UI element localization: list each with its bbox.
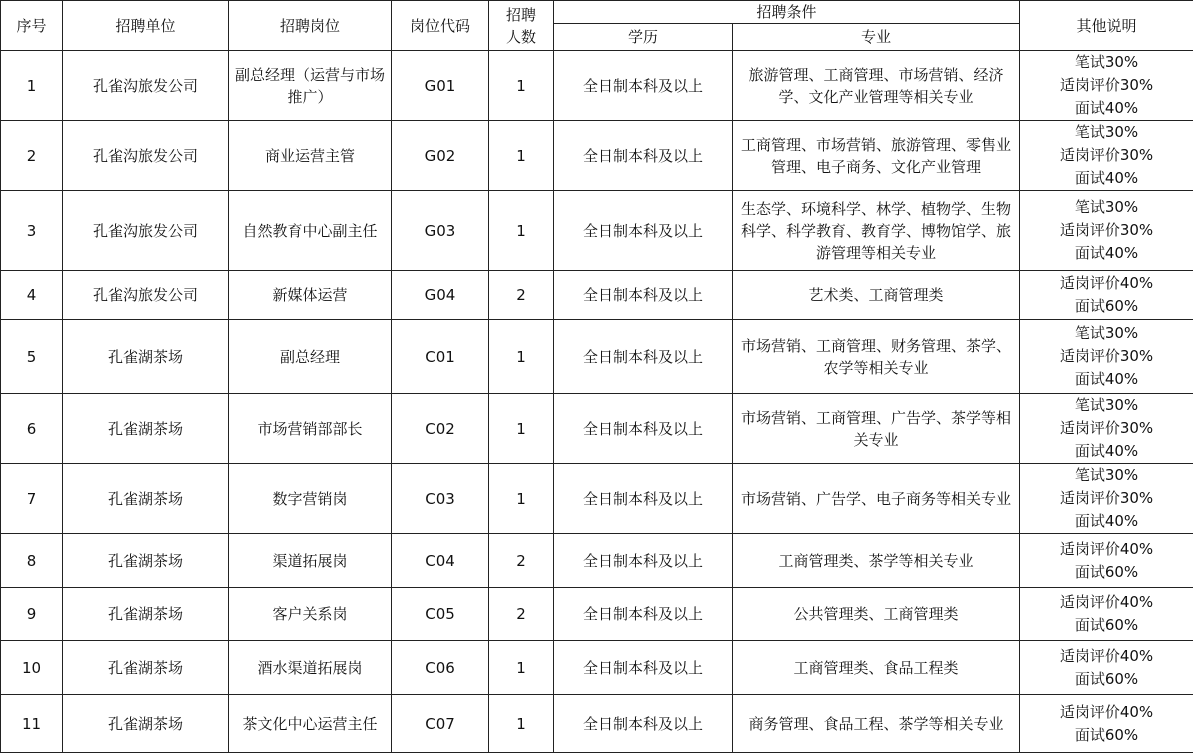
table-row [1, 320, 1193, 394]
cell-notes [1020, 191, 1193, 271]
cell-unit: 孔雀湖茶场 [63, 534, 229, 588]
note-line: 笔试30% [1022, 121, 1191, 144]
note-line: 适岗评价40% [1022, 645, 1191, 668]
cell-seq: 8 [1, 534, 63, 588]
cell-seq: 10 [1, 641, 63, 695]
note-line: 面试60% [1022, 724, 1191, 747]
note-line: 面试40% [1022, 510, 1191, 533]
cell-seq: 1 [1, 51, 63, 121]
table-row [1, 271, 1193, 320]
cell-major: 市场营销、工商管理、广告学、茶学等相关专业 [733, 394, 1020, 464]
cell-major: 艺术类、工商管理类 [733, 271, 1020, 320]
note-line: 笔试30% [1022, 394, 1191, 417]
cell-unit: 孔雀沟旅发公司 [63, 271, 229, 320]
cell-notes [1020, 320, 1193, 394]
header-conditions: 招聘条件 [554, 1, 1020, 24]
note-line: 面试40% [1022, 242, 1191, 265]
cell-unit: 孔雀湖茶场 [63, 394, 229, 464]
cell-unit: 孔雀湖茶场 [63, 695, 229, 753]
cell-code: G02 [392, 121, 489, 191]
cell-position: 新媒体运营 [229, 271, 392, 320]
cell-position: 市场营销部部长 [229, 394, 392, 464]
table-row [1, 588, 1193, 641]
cell-code: G01 [392, 51, 489, 121]
cell-count: 1 [489, 51, 554, 121]
cell-notes [1020, 121, 1193, 191]
note-line: 面试40% [1022, 167, 1191, 190]
cell-education: 全日制本科及以上 [554, 121, 733, 191]
table-row [1, 191, 1193, 271]
cell-position: 副总经理 [229, 320, 392, 394]
cell-count: 1 [489, 191, 554, 271]
cell-code: C07 [392, 695, 489, 753]
note-line: 适岗评价30% [1022, 487, 1191, 510]
cell-seq: 7 [1, 464, 63, 534]
cell-major: 工商管理类、茶学等相关专业 [733, 534, 1020, 588]
cell-major: 工商管理类、食品工程类 [733, 641, 1020, 695]
header-position: 招聘岗位 [229, 1, 392, 51]
cell-count: 1 [489, 464, 554, 534]
header-count: 招聘人数 [489, 1, 554, 51]
cell-count: 2 [489, 534, 554, 588]
cell-education: 全日制本科及以上 [554, 394, 733, 464]
cell-education: 全日制本科及以上 [554, 464, 733, 534]
note-line: 适岗评价40% [1022, 272, 1191, 295]
table-row [1, 464, 1193, 534]
cell-unit: 孔雀湖茶场 [63, 641, 229, 695]
header-notes: 其他说明 [1020, 1, 1193, 51]
cell-unit: 孔雀湖茶场 [63, 464, 229, 534]
note-line: 适岗评价30% [1022, 345, 1191, 368]
cell-unit: 孔雀沟旅发公司 [63, 121, 229, 191]
cell-education: 全日制本科及以上 [554, 271, 733, 320]
cell-count: 1 [489, 641, 554, 695]
cell-major: 商务管理、食品工程、茶学等相关专业 [733, 695, 1020, 753]
cell-major: 市场营销、广告学、电子商务等相关专业 [733, 464, 1020, 534]
cell-notes [1020, 695, 1193, 753]
cell-seq: 5 [1, 320, 63, 394]
cell-position: 渠道拓展岗 [229, 534, 392, 588]
cell-unit: 孔雀沟旅发公司 [63, 51, 229, 121]
cell-count: 1 [489, 394, 554, 464]
table-row [1, 641, 1193, 695]
cell-seq: 11 [1, 695, 63, 753]
table-row [1, 394, 1193, 464]
cell-code: C01 [392, 320, 489, 394]
cell-code: C03 [392, 464, 489, 534]
cell-count: 1 [489, 695, 554, 753]
cell-count: 2 [489, 588, 554, 641]
cell-count: 1 [489, 121, 554, 191]
cell-seq: 3 [1, 191, 63, 271]
note-line: 适岗评价30% [1022, 74, 1191, 97]
table-row [1, 695, 1193, 753]
note-line: 适岗评价40% [1022, 538, 1191, 561]
header-education: 学历 [554, 24, 733, 51]
cell-position: 商业运营主管 [229, 121, 392, 191]
note-line: 面试40% [1022, 97, 1191, 120]
cell-position: 酒水渠道拓展岗 [229, 641, 392, 695]
cell-notes [1020, 51, 1193, 121]
note-line: 笔试30% [1022, 464, 1191, 487]
cell-unit: 孔雀湖茶场 [63, 588, 229, 641]
cell-major: 工商管理、市场营销、旅游管理、零售业管理、电子商务、文化产业管理 [733, 121, 1020, 191]
cell-notes [1020, 588, 1193, 641]
cell-education: 全日制本科及以上 [554, 320, 733, 394]
cell-unit: 孔雀湖茶场 [63, 320, 229, 394]
note-line: 面试60% [1022, 668, 1191, 691]
cell-seq: 4 [1, 271, 63, 320]
cell-position: 副总经理（运营与市场推广） [229, 51, 392, 121]
header-unit: 招聘单位 [63, 1, 229, 51]
note-line: 笔试30% [1022, 51, 1191, 74]
cell-count: 1 [489, 320, 554, 394]
cell-education: 全日制本科及以上 [554, 588, 733, 641]
cell-seq: 2 [1, 121, 63, 191]
cell-unit: 孔雀沟旅发公司 [63, 191, 229, 271]
cell-notes [1020, 464, 1193, 534]
note-line: 适岗评价30% [1022, 144, 1191, 167]
note-line: 面试40% [1022, 368, 1191, 391]
cell-notes [1020, 394, 1193, 464]
note-line: 适岗评价40% [1022, 701, 1191, 724]
cell-notes [1020, 534, 1193, 588]
cell-count: 2 [489, 271, 554, 320]
header-code: 岗位代码 [392, 1, 489, 51]
cell-notes [1020, 271, 1193, 320]
cell-major: 公共管理类、工商管理类 [733, 588, 1020, 641]
note-line: 笔试30% [1022, 196, 1191, 219]
table-row [1, 51, 1193, 121]
cell-major: 生态学、环境科学、林学、植物学、生物科学、科学教育、教育学、博物馆学、旅游管理等相关专业 [733, 191, 1020, 271]
table-row [1, 534, 1193, 588]
cell-code: C02 [392, 394, 489, 464]
cell-code: C06 [392, 641, 489, 695]
cell-code: C05 [392, 588, 489, 641]
table-row [1, 121, 1193, 191]
header-major: 专业 [733, 24, 1020, 51]
note-line: 面试60% [1022, 561, 1191, 584]
cell-position: 客户关系岗 [229, 588, 392, 641]
cell-seq: 6 [1, 394, 63, 464]
note-line: 面试60% [1022, 295, 1191, 318]
note-line: 适岗评价40% [1022, 591, 1191, 614]
cell-code: C04 [392, 534, 489, 588]
note-line: 适岗评价30% [1022, 417, 1191, 440]
cell-code: G03 [392, 191, 489, 271]
cell-seq: 9 [1, 588, 63, 641]
note-line: 适岗评价30% [1022, 219, 1191, 242]
cell-education: 全日制本科及以上 [554, 695, 733, 753]
cell-education: 全日制本科及以上 [554, 191, 733, 271]
cell-position: 数字营销岗 [229, 464, 392, 534]
cell-major: 旅游管理、工商管理、市场营销、经济学、文化产业管理等相关专业 [733, 51, 1020, 121]
header-seq: 序号 [1, 1, 63, 51]
cell-education: 全日制本科及以上 [554, 51, 733, 121]
cell-code: G04 [392, 271, 489, 320]
cell-notes [1020, 641, 1193, 695]
cell-education: 全日制本科及以上 [554, 534, 733, 588]
note-line: 面试60% [1022, 614, 1191, 637]
cell-major: 市场营销、工商管理、财务管理、茶学、农学等相关专业 [733, 320, 1020, 394]
note-line: 面试40% [1022, 440, 1191, 463]
cell-education: 全日制本科及以上 [554, 641, 733, 695]
cell-position: 自然教育中心副主任 [229, 191, 392, 271]
note-line: 笔试30% [1022, 322, 1191, 345]
cell-position: 茶文化中心运营主任 [229, 695, 392, 753]
